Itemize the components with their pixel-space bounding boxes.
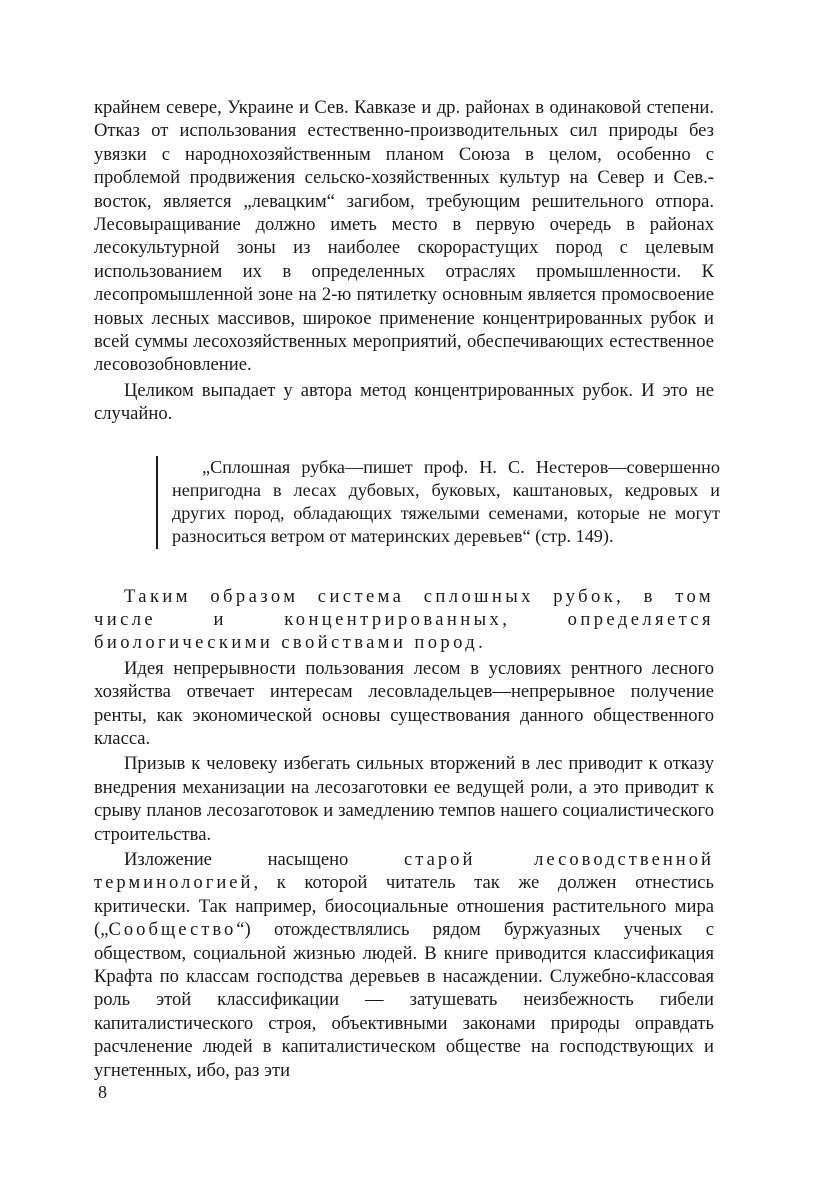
paragraph-3-spaced: Таким образом система сплошных рубок, в том числе и концентрированных, определяется биологическими свойствами пород. — [94, 585, 714, 654]
block-quote — [156, 456, 720, 549]
paragraph-6-part-c: , к которой читатель так же должен отнестись критически. Так например, биосоциальные отношения растительного мира („ — [94, 872, 714, 941]
page-number: 8 — [98, 1082, 107, 1102]
page-content — [94, 96, 720, 1082]
paragraph-5: Призыв к человеку избегать сильных вторжений в лес приводит к отказу внедрения механизации на лесозаготовки ее ведущей роли, а это приводит к срыву планов лесозаготовок и замедлению темпов нашего социалистического строительства. — [94, 753, 714, 845]
paragraph-6-spaced-term: старой лесоводственной терминологией — [94, 848, 714, 894]
paragraph-1: крайнем севере, Украине и Сев. Кавказе и др. районах в одинаковой степени. Отказ от использования естественно-производительных сил природы без увязки с народнохозяйственным планом Союза в целом, особенно с проблемой продвижения сельско-хозяйственных культур на Север и Сев.-восток, является „левацким“ загибом, требующим решительного отпора. Лесовыращивание должно иметь место в первую очередь в районах лесокультурной зоны из наиболее скорорастущих пород с целевым использованием их в определенных отраслях промышленности. К лесопромышленной зоне на 2-ю пятилетку основным является промосвоение новых лесных массивов, широкое применение концентрированных рубок и всей суммы лесохозяйственных мероприятий, обеспечивающих естественное лесовозобновление. — [94, 97, 714, 376]
paragraph-6-part-a: Изложение насыщено — [124, 848, 405, 870]
paragraph-6-spaced-word: Сообщество — [108, 919, 237, 941]
paragraph-6-part-e: “) отождествлялись рядом буржуазных ученых с обществом, социальной жизнью людей. В книге приводится классификация Крафта по классам господства деревьев в насаждении. Служебно-классовая роль этой классификации — затушевать неизбежность гибели капиталистического строя, объективными законами природы оправдать расчленение людей в капиталистическом обществе на господствующих и угнетенных, ибо, раз эти — [94, 919, 714, 1081]
paragraph-4: Идея непрерывности пользования лесом в условиях рентного лесного хозяйства отвечает интересам лесовладельцев—непрерывное получение ренты, как экономической основы существования данного общественного класса. — [94, 657, 714, 749]
quote-text: „Сплошная рубка—пишет проф. Н. С. Нестеров—совершенно непригодна в лесах дубовых, буковых, каштановых, кедровых и других пород, обладающих тяжелыми семенами, которые не могут разноситься ветром от материнских деревьев“ (стр. 149). — [172, 456, 720, 547]
paragraph-6 — [94, 848, 714, 1082]
paragraph-2: Целиком выпадает у автора метод концентрированных рубок. И это не случайно. — [94, 379, 714, 425]
